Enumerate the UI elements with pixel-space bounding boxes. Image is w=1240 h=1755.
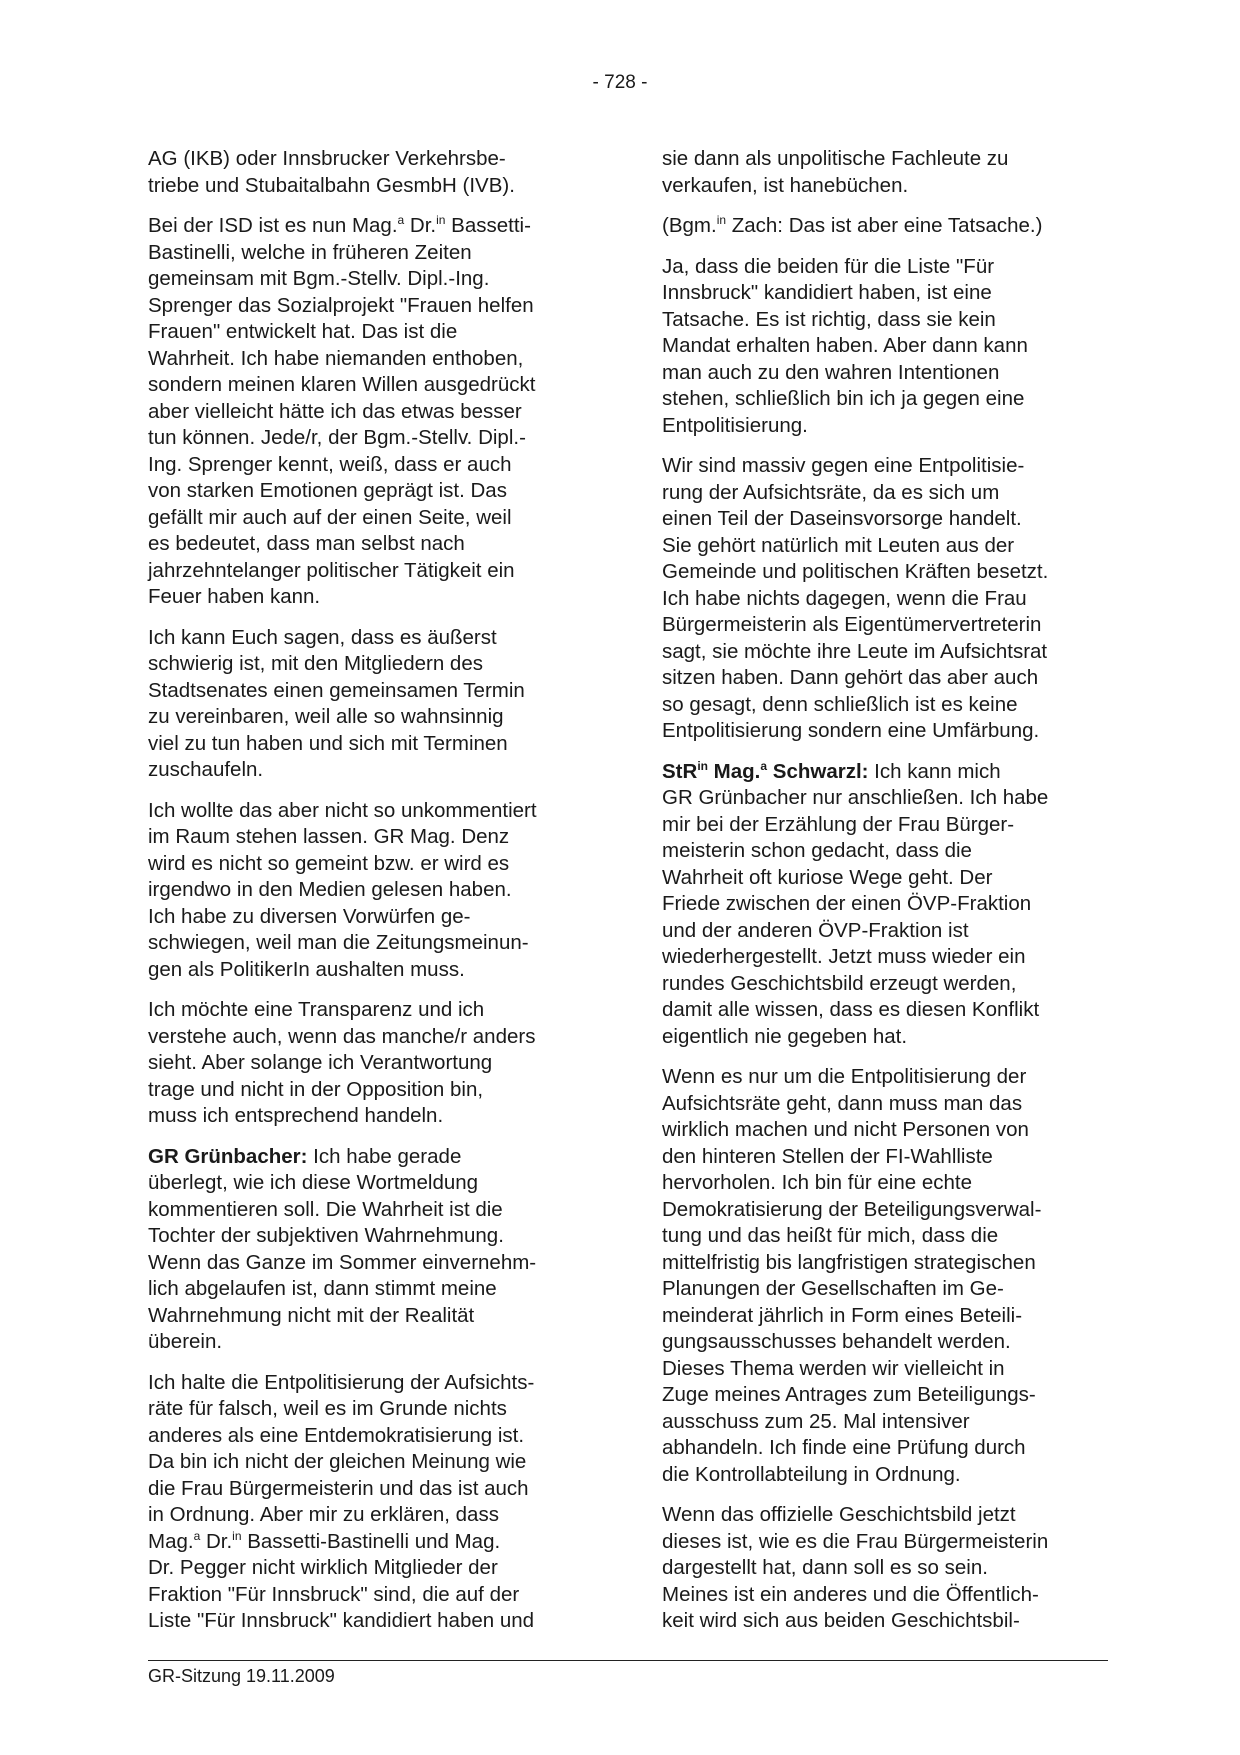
speaker-name-part: Schwarzl:	[767, 759, 869, 783]
text-line: mittelfristig bis langfristigen strategischen	[662, 1250, 1036, 1274]
paragraph	[662, 1064, 1112, 1488]
text-line: Friede zwischen der einen ÖVP-Fraktion	[662, 892, 1032, 915]
page-number: - 728 -	[592, 72, 648, 93]
superscript: a	[760, 758, 768, 773]
text-line: muss ich entsprechend handeln.	[148, 1104, 444, 1127]
speaker-name-part: Mag.	[707, 759, 761, 783]
text-line: Tatsache. Es ist richtig, dass sie kein	[662, 307, 996, 331]
text-line: viel zu tun haben und sich mit Terminen	[148, 731, 508, 755]
text-line: Wir sind massiv gegen eine Entpolitisie-	[662, 454, 1025, 477]
text-line: schwierig ist, mit den Mitgliedern des	[148, 652, 483, 675]
text-line: Entpolitisierung sondern eine Umfärbung.	[662, 719, 1040, 742]
text-line: anderes als eine Entdemokratisierung ist.	[148, 1423, 525, 1447]
text-line: triebe und Stubaitalbahn GesmbH (IVB).	[148, 173, 515, 197]
text-line: trage und nicht in der Opposition bin,	[148, 1077, 484, 1101]
text-line: man auch zu den wahren Intentionen	[662, 360, 1000, 384]
text-line: Ich möchte eine Transparenz und ich	[148, 998, 485, 1021]
paragraph	[148, 146, 596, 199]
text-line: Ich habe zu diversen Vorwürfen ge-	[148, 904, 471, 928]
footer-session-date: GR-Sitzung 19.11.2009	[148, 1666, 335, 1686]
paragraph	[662, 1502, 1112, 1635]
paragraph	[662, 759, 1112, 1051]
paragraph	[148, 625, 596, 784]
superscript: in	[716, 213, 727, 227]
text-line: es bedeutet, dass man selbst nach	[148, 532, 465, 555]
text-line: Sie gehört natürlich mit Leuten aus der	[662, 533, 1015, 557]
text-line: einen Teil der Daseinsvorsorge handelt.	[662, 507, 1022, 530]
text-line: Wenn das Ganze im Sommer einvernehm-	[148, 1250, 537, 1274]
text-line: Frauen" entwickelt hat. Das ist die	[148, 320, 458, 343]
paragraph	[148, 798, 596, 984]
superscript: in	[697, 758, 708, 773]
text-line: wiederhergestellt. Jetzt muss wieder ein	[662, 945, 1026, 968]
text-line: zuschaufeln.	[148, 758, 264, 781]
text-line: lich abgelaufen ist, dann stimmt meine	[148, 1277, 497, 1300]
text-line: gungsausschusses behandelt werden.	[662, 1330, 1011, 1353]
text-line: AG (IKB) oder Innsbrucker Verkehrsbe-	[148, 147, 506, 170]
text-line: Bei der ISD ist es nun Mag.	[148, 214, 398, 237]
text-line: Wenn es nur um die Entpolitisierung der	[662, 1065, 1027, 1088]
text-line: gen als PolitikerIn aushalten muss.	[148, 957, 465, 981]
text-line: sieht. Aber solange ich Verantwortung	[148, 1051, 493, 1074]
text-line: sie dann als unpolitische Fachleute zu	[662, 147, 1009, 170]
text-line: Feuer haben kann.	[148, 585, 321, 608]
paragraph	[148, 1370, 596, 1635]
text-line: Dieses Thema werden wir vielleicht in	[662, 1356, 1005, 1380]
text-line: sondern meinen klaren Willen ausgedrückt	[148, 373, 536, 396]
text-line: stehen, schließlich bin ich ja gegen eine	[662, 387, 1025, 410]
text-line: tung und das heißt für mich, dass die	[662, 1224, 999, 1247]
text-line: Gemeinde und politischen Kräften besetzt.	[662, 560, 1049, 583]
text-line: überein.	[148, 1330, 223, 1353]
text-line: Ich habe nichts dagegen, wenn die Frau	[662, 586, 1027, 610]
right-column	[662, 146, 1112, 1649]
text-line: überlegt, wie ich diese Wortmeldung	[148, 1171, 479, 1194]
superscript: a	[193, 1528, 201, 1543]
interjection	[662, 213, 1112, 240]
text-line: hervorholen. Ich bin für eine echte	[662, 1171, 972, 1194]
left-column	[148, 146, 596, 1649]
text-line: Liste "Für Innsbruck" kandidiert haben und	[148, 1609, 535, 1632]
text-line: sitzen haben. Dann gehört das aber auch	[662, 666, 1039, 689]
text-line: Sprenger das Sozialprojekt "Frauen helfen	[148, 293, 534, 317]
text-line: Wahrnehmung nicht mit der Realität	[148, 1303, 475, 1327]
text-line: Entpolitisierung.	[662, 413, 808, 437]
text-line: Bassetti-	[445, 214, 531, 237]
text-line: Wahrheit oft kuriose Wege geht. Der	[662, 865, 993, 889]
text-line: Ich halte die Entpolitisierung der Aufsichts-	[148, 1370, 535, 1394]
text-line: die Frau Bürgermeisterin und das ist auch	[148, 1476, 529, 1500]
superscript: in	[436, 213, 446, 227]
text-line: Zach: Das ist aber eine Tatsache.)	[726, 214, 1043, 237]
text-line: Bürgermeisterin als Eigentümervertreterin	[662, 613, 1042, 636]
text-line: verstehe auch, wenn das manche/r anders	[148, 1024, 536, 1048]
text-line: so gesagt, denn schließlich ist es keine	[662, 692, 1018, 716]
text-line: Stadtsenates einen gemeinsamen Termin	[148, 678, 525, 702]
text-line: verkaufen, ist hanebüchen.	[662, 173, 909, 197]
text-line: gefällt mir auch auf der einen Seite, weil	[148, 505, 512, 529]
superscript: a	[397, 213, 405, 227]
speaker-name: GR Grünbacher:	[148, 1144, 308, 1168]
text-line: Meines ist ein anderes und die Öffentlich-	[662, 1582, 1039, 1606]
text-line: Ing. Sprenger kennt, weiß, dass er auch	[148, 452, 512, 476]
text-line: Demokratisierung der Beteiligungsverwal-	[662, 1197, 1042, 1221]
text-line: in Ordnung. Aber mir zu erklären, dass	[148, 1503, 499, 1526]
text-line: zu vereinbaren, weil alle so wahnsinnig	[148, 705, 504, 728]
text-line: Planungen der Gesellschaften im Ge-	[662, 1277, 1004, 1300]
text-line: Wahrheit. Ich habe niemanden enthoben,	[148, 346, 524, 370]
text-line: rung der Aufsichtsräte, da es sich um	[662, 480, 1000, 504]
footer-divider	[148, 1660, 1108, 1661]
text-line: räte für falsch, weil es im Grunde nichts	[148, 1397, 507, 1420]
text-line: Dr.	[404, 214, 437, 237]
speaker-name	[662, 760, 868, 783]
text-line: mir bei der Erzählung der Frau Bürger-	[662, 812, 1015, 836]
text-line: Wenn das offizielle Geschichtsbild jetzt	[662, 1503, 1016, 1526]
text-line: Ich kann Euch sagen, dass es äußerst	[148, 625, 497, 649]
paragraph	[148, 213, 596, 611]
paragraph	[148, 997, 596, 1130]
paragraph	[662, 254, 1112, 440]
text-line: ausschuss zum 25. Mal intensiver	[662, 1409, 970, 1433]
text-line: Mag.	[148, 1529, 194, 1553]
paragraph	[148, 1144, 596, 1356]
text-line: im Raum stehen lassen. GR Mag. Denz	[148, 825, 510, 848]
text-line: rundes Geschichtsbild erzeugt werden,	[662, 971, 1017, 995]
text-line: den hinteren Stellen der FI-Wahlliste	[662, 1144, 993, 1168]
text-line: von starken Emotionen geprägt ist. Das	[148, 479, 507, 502]
text-line: und der anderen ÖVP-Fraktion ist	[662, 918, 969, 942]
text-line: Tochter der subjektiven Wahrnehmung.	[148, 1224, 504, 1247]
text-line: kommentieren soll. Die Wahrheit ist die	[148, 1197, 503, 1221]
text-line: gemeinsam mit Bgm.-Stellv. Dipl.-Ing.	[148, 267, 490, 290]
text-line: abhandeln. Ich finde eine Prüfung durch	[662, 1436, 1026, 1459]
text-line: Ja, dass die beiden für die Liste "Für	[662, 254, 995, 278]
text-line: wirklich machen und nicht Personen von	[662, 1118, 1029, 1141]
superscript: in	[232, 1528, 242, 1543]
text-line: Dr. Pegger nicht wirklich Mitglieder der	[148, 1556, 498, 1579]
text-line: dieses ist, wie es die Frau Bürgermeisterin	[662, 1529, 1049, 1553]
text-line: sagt, sie möchte ihre Leute im Aufsichtsrat	[662, 639, 1048, 663]
text-line: Mandat erhalten haben. Aber dann kann	[662, 334, 1028, 357]
text-line: aber vielleicht hätte ich das etwas besser	[148, 399, 522, 423]
paragraph	[662, 453, 1112, 745]
text-line: Ich kann mich	[868, 759, 1001, 783]
text-line: meisterin schon gedacht, dass die	[662, 839, 972, 862]
text-line: Aufsichtsräte geht, dann muss man das	[662, 1091, 1023, 1115]
speaker-name-part: StR	[662, 759, 698, 783]
text-line: tun können. Jede/r, der Bgm.-Stellv. Dipl.-	[148, 426, 526, 449]
paragraph	[662, 146, 1112, 199]
text-line: irgendwo in den Medien gelesen haben.	[148, 878, 512, 901]
text-line: Fraktion "Für Innsbruck" sind, die auf der	[148, 1582, 520, 1606]
text-line: (Bgm.	[662, 214, 717, 237]
text-line: keit wird sich aus beiden Geschichtsbil-	[662, 1609, 1020, 1632]
text-line: Bastinelli, welche in früheren Zeiten	[148, 240, 472, 264]
text-line: Ich wollte das aber nicht so unkommentiert	[148, 798, 537, 822]
text-line: GR Grünbacher nur anschließen. Ich habe	[662, 786, 1049, 809]
text-line: eigentlich nie gegeben hat.	[662, 1024, 908, 1048]
text-line: Zuge meines Antrages zum Beteiligungs-	[662, 1383, 1036, 1406]
text-line: die Kontrollabteilung in Ordnung.	[662, 1462, 961, 1486]
text-line: Innsbruck" kandidiert haben, ist eine	[662, 281, 992, 304]
text-line: schwiegen, weil man die Zeitungsmeinun-	[148, 931, 529, 954]
text-line: damit alle wissen, dass es diesen Konflikt	[662, 998, 1040, 1021]
text-line: wird es nicht so gemeint bzw. er wird es	[148, 851, 510, 875]
text-line: Da bin ich nicht der gleichen Meinung wie	[148, 1450, 527, 1473]
text-line: Ich habe gerade	[307, 1144, 462, 1168]
text-line: Bassetti-Bastinelli und Mag.	[241, 1529, 501, 1553]
text-line: Dr.	[200, 1529, 233, 1553]
text-line: dargestellt hat, dann soll es so sein.	[662, 1556, 988, 1579]
text-line: jahrzehntelanger politischer Tätigkeit ein	[148, 558, 515, 582]
text-line: meinderat jährlich in Form eines Beteili-	[662, 1303, 1023, 1327]
